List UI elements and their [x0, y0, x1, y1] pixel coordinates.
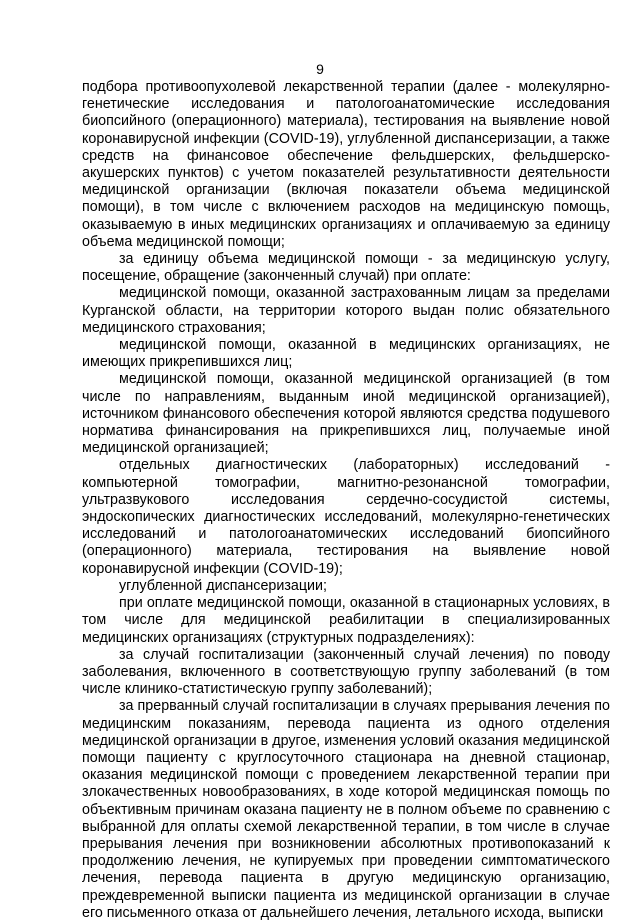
paragraph: при оплате медицинской помощи, оказанной в стационарных условиях, в том числе для медицинской реабилитации в специализированных медицинских организациях (структурных подразделениях): — [82, 595, 610, 646]
paragraph: за случай госпитализации (законченный случай лечения) по поводу заболевания, включенного в соответствующую группу заболеваний (в том числе клинико-статистическую группу заболеваний); — [82, 646, 610, 698]
page-number: 9 — [316, 61, 324, 77]
paragraph: за единицу объема медицинской помощи - за медицинскую услугу, посещение, обращение (законченный случай) при оплате: — [82, 251, 610, 285]
paragraph: медицинской помощи, оказанной застрахованным лицам за пределами Курганской области, на территории которого выдан полис обязательного медицинского страхования; — [82, 285, 610, 336]
document-body — [82, 79, 610, 922]
paragraph: медицинской помощи, оказанной медицинской организацией (в том числе по направлениям, выданным иной медицинской организацией), источником финансового обеспечения которой являются средства подушевого норматива финансирования на прикрепившихся лиц, получаемые иной медицинской организацией; — [82, 371, 610, 457]
paragraph-continuation: подбора противоопухолевой лекарственной терапии (далее - молекулярно-генетические исследования и патологоанатомические исследования биопсийного (операционного) материала), тестирования на выявление новой коронавирусной инфекции (COVID-19), углубленной диспансеризации, а также средств на финансовое обеспечение фельдшерских, фельдшерско-акушерских пунктов) с учетом показателей результативности деятельности медицинской организации (включая показатели объема медицинской помощи), в том числе с включением расходов на медицинскую помощь, оказываемую в иных медицинских организациях и оплачиваемую за единицу объема медицинской помощи; — [82, 79, 610, 250]
paragraph: за прерванный случай госпитализации в случаях прерывания лечения по медицинским показаниям, перевода пациента из одного отделения медицинской организации в другое, изменения условий оказания медицинской помощи пациенту с круглосуточного стационара на дневной стационар, оказания медицинской помощи с проведением лекарственной терапии при злокачественных новообразованиях, в ходе которой медицинская помощь по объективным причинам оказана пациенту не в полном объеме по сравнению с выбранной для оплаты схемой лекарственной терапии, в том числе в случае прерывания лечения при возникновении абсолютных противопоказаний к продолжению лечения, не купируемых при проведении симптоматического лечения, перевода пациента в другую медицинскую организацию, преждевременной выписки пациента из медицинской организации в случае его письменного отказа от дальнейшего лечения, летального исхода, выписки — [82, 698, 610, 921]
paragraph: отдельных диагностических (лабораторных) исследований - компьютерной томографии, магнитно-резонансной томографии, ультразвукового исследования сердечно-сосудистой системы, эндоскопических диагностических исследований, молекулярно-генетических исследований и патологоанатомических исследований биопсийного (операционного) материала, тестирования на выявление новой коронавирусной инфекции (COVID-19); — [82, 457, 610, 577]
paragraph: медицинской помощи, оказанной в медицинских организациях, не имеющих прикрепившихся лиц; — [82, 337, 610, 371]
paragraph: углубленной диспансеризации; — [119, 577, 327, 594]
